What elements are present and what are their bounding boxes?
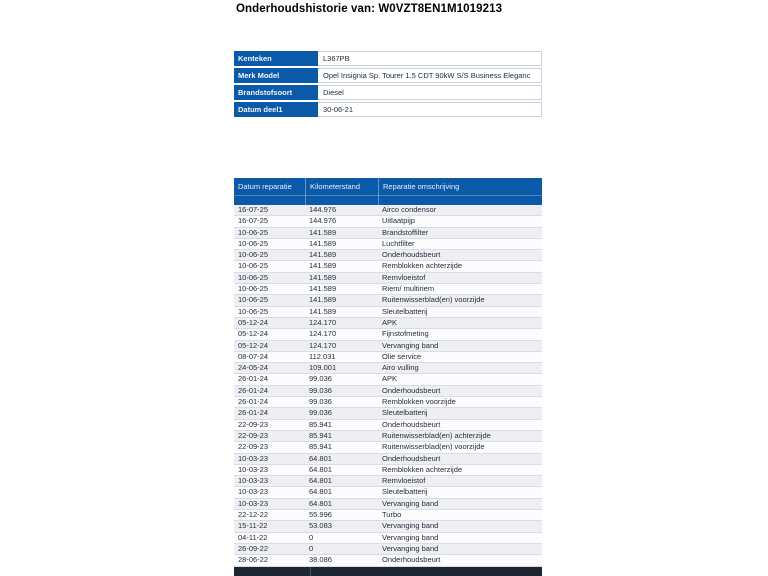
info-row-merk-model xyxy=(234,68,542,83)
table-cell: Olie service xyxy=(382,351,422,361)
header-cell-datum-reparatie: Datum reparatie xyxy=(238,182,292,191)
table-row xyxy=(234,397,542,408)
info-label: Datum deel1 xyxy=(234,102,318,117)
table-cell: 22-09-23 xyxy=(238,442,269,452)
table-cell: 10-03-23 xyxy=(238,476,269,486)
table-cell: 99.036 xyxy=(309,408,332,418)
table-cell: Remblokken achterzijde xyxy=(382,464,463,474)
table-cell: 0 xyxy=(309,543,314,553)
table-cell: 16-07-25 xyxy=(238,205,269,214)
table-row xyxy=(234,386,542,397)
table-cell: 10-06-25 xyxy=(238,295,269,305)
table-cell: 124.170 xyxy=(309,329,337,339)
table-cell: Onderhoudsbeurt xyxy=(382,419,441,429)
table-cell: Onderhoudsbeurt xyxy=(382,555,441,565)
table-cell: Ruitenwisserblad(en) achterzijde xyxy=(382,430,491,440)
table-cell: Ruitenwisserblad(en) voorzijde xyxy=(382,442,485,452)
info-value: L367PB xyxy=(318,51,542,66)
table-cell: Remblokken voorzijde xyxy=(382,397,456,407)
table-cell: 26-09-22 xyxy=(238,543,269,553)
table-cell: 08-07-24 xyxy=(238,351,269,361)
table-cell: Airco condensor xyxy=(382,205,437,214)
table-cell: Ruitenwisserblad(en) voorzijde xyxy=(382,295,485,305)
table-cell: 141.589 xyxy=(309,238,337,248)
table-cell: 05-12-24 xyxy=(238,329,269,339)
table-cell: 55.996 xyxy=(309,510,332,520)
info-row-brandstofsoort xyxy=(234,85,542,100)
table-cell: Remblokken achterzijde xyxy=(382,261,463,271)
table-cell: 22-12-22 xyxy=(238,510,269,520)
info-value: 30-06-21 xyxy=(318,102,542,117)
header-cell-reparatie-omschrijving: Reparatie omschrijving xyxy=(378,178,542,205)
table-cell: Vervanging band xyxy=(382,498,439,508)
info-label: Brandstofsoort xyxy=(234,85,318,100)
table-cell: 24-05-24 xyxy=(238,363,269,373)
table-row xyxy=(234,431,542,442)
table-cell: 26-01-24 xyxy=(238,374,269,384)
table-cell: Turbo xyxy=(382,510,402,520)
table-cell: 53.083 xyxy=(309,521,332,531)
table-cell: 10-06-25 xyxy=(238,306,269,316)
table-cell: 64.801 xyxy=(309,464,332,474)
table-cell: 05-12-24 xyxy=(238,340,269,350)
table-cell: APK xyxy=(382,317,398,327)
next-table-header-divider xyxy=(310,567,311,576)
table-cell: 124.170 xyxy=(309,317,337,327)
table-row xyxy=(234,408,542,419)
table-cell: 0 xyxy=(309,532,314,542)
table-row xyxy=(234,284,542,295)
table-row xyxy=(234,476,542,487)
table-cell: Sleutelbatterij xyxy=(382,408,428,418)
table-cell: 64.801 xyxy=(309,453,332,463)
table-cell: APK xyxy=(382,374,398,384)
table-row xyxy=(234,216,542,227)
history-table-header xyxy=(234,178,542,205)
table-cell: 10-03-23 xyxy=(238,487,269,497)
table-cell: Vervanging band xyxy=(382,532,439,542)
table-cell: 05-12-24 xyxy=(238,317,269,327)
info-value: Diesel xyxy=(318,85,542,100)
table-cell: 85.941 xyxy=(309,419,332,429)
table-cell: 26-01-24 xyxy=(238,397,269,407)
table-row xyxy=(234,341,542,352)
table-cell: 144.976 xyxy=(309,216,337,226)
table-cell: Vervanging band xyxy=(382,521,439,531)
table-cell: 10-03-23 xyxy=(238,453,269,463)
table-cell: 26-01-24 xyxy=(238,408,269,418)
table-row xyxy=(234,228,542,239)
table-cell: 141.589 xyxy=(309,261,337,271)
page-title: Onderhoudshistorie van: W0VZT8EN1M1019213 xyxy=(236,3,503,15)
table-cell: 64.801 xyxy=(309,476,332,486)
info-row-datum-deel1 xyxy=(234,102,542,117)
table-cell: 10-06-25 xyxy=(238,227,269,237)
table-row xyxy=(234,239,542,250)
table-cell: 144.976 xyxy=(309,205,337,214)
table-cell: Remvloeistof xyxy=(382,476,426,486)
table-row xyxy=(234,465,542,476)
table-cell: 16-07-25 xyxy=(238,216,269,226)
table-cell: 38.086 xyxy=(309,555,332,565)
table-row xyxy=(234,521,542,532)
table-row xyxy=(234,295,542,306)
table-cell: 64.801 xyxy=(309,498,332,508)
table-cell: 112.031 xyxy=(309,351,336,361)
table-cell: 64.801 xyxy=(309,487,332,497)
info-row-kenteken xyxy=(234,51,542,66)
table-cell: 10-06-25 xyxy=(238,238,269,248)
table-cell: 99.036 xyxy=(309,374,332,384)
table-cell: 04-11-22 xyxy=(238,532,268,542)
table-cell: 141.589 xyxy=(309,295,337,305)
table-cell: 10-06-25 xyxy=(238,272,269,282)
table-cell: Riem/ multiriem xyxy=(382,284,435,294)
table-cell: Onderhoudsbeurt xyxy=(382,453,441,463)
table-row xyxy=(234,261,542,272)
table-row xyxy=(234,352,542,363)
table-row xyxy=(234,544,542,555)
table-row xyxy=(234,250,542,261)
table-cell: Remvloeistof xyxy=(382,272,426,282)
table-cell: 28-06-22 xyxy=(238,555,269,565)
info-label: Merk Model xyxy=(234,68,318,83)
table-row xyxy=(234,374,542,385)
info-value: Opel Insignia Sp. Tourer 1.5 CDT 90kW S/S Business Eleganc xyxy=(318,68,542,83)
table-cell: 26-01-24 xyxy=(238,385,269,395)
table-cell: 10-03-23 xyxy=(238,498,269,508)
table-cell: Brandstoffilter xyxy=(382,227,429,237)
info-label: Kenteken xyxy=(234,51,318,66)
table-cell: 141.589 xyxy=(309,250,337,260)
table-cell: Vervanging band xyxy=(382,543,439,553)
table-cell: 141.589 xyxy=(309,227,337,237)
table-row xyxy=(234,273,542,284)
table-row xyxy=(234,499,542,510)
table-cell: Vervanging band xyxy=(382,340,439,350)
next-table-header-bar xyxy=(234,567,542,576)
table-row xyxy=(234,363,542,374)
table-cell: 85.941 xyxy=(309,430,332,440)
table-cell: 10-06-25 xyxy=(238,250,269,260)
table-cell: Sleutelbatterij xyxy=(382,306,428,316)
table-cell: 109.001 xyxy=(309,363,337,373)
vehicle-info-table xyxy=(234,51,542,119)
table-cell: 10-06-25 xyxy=(238,261,269,271)
header-cell-kilometerstand: Kilometerstand xyxy=(305,178,378,205)
table-row xyxy=(234,555,542,566)
table-cell: Sleutelbatterij xyxy=(382,487,428,497)
table-cell: Onderhoudsbeurt xyxy=(382,250,441,260)
table-cell: Fijnstofmeting xyxy=(382,329,429,339)
history-rows xyxy=(234,205,542,567)
table-cell: 141.589 xyxy=(309,306,337,316)
table-cell: 85.941 xyxy=(309,442,332,452)
table-cell: 124.170 xyxy=(309,340,337,350)
table-cell: Luchtfilter xyxy=(382,238,415,248)
table-cell: 10-03-23 xyxy=(238,464,269,474)
table-cell: 22-09-23 xyxy=(238,419,269,429)
table-row xyxy=(234,205,542,216)
table-row xyxy=(234,454,542,465)
table-cell: 141.589 xyxy=(309,284,337,294)
table-cell: 15-11-22 xyxy=(238,521,268,531)
table-cell: 22-09-23 xyxy=(238,430,269,440)
table-row xyxy=(234,533,542,544)
table-row xyxy=(234,420,542,431)
table-cell: Airo vulling xyxy=(382,363,419,373)
table-cell: Uitlaatpijp xyxy=(382,216,415,226)
table-row xyxy=(234,329,542,340)
table-cell: 99.036 xyxy=(309,385,332,395)
table-cell: 141.589 xyxy=(309,272,337,282)
table-row xyxy=(234,318,542,329)
table-cell: Onderhoudsbeurt xyxy=(382,385,441,395)
table-row xyxy=(234,487,542,498)
table-row xyxy=(234,510,542,521)
table-cell: 10-06-25 xyxy=(238,284,269,294)
table-row xyxy=(234,307,542,318)
table-row xyxy=(234,442,542,453)
history-table xyxy=(234,178,542,576)
table-cell: 99.036 xyxy=(309,397,332,407)
